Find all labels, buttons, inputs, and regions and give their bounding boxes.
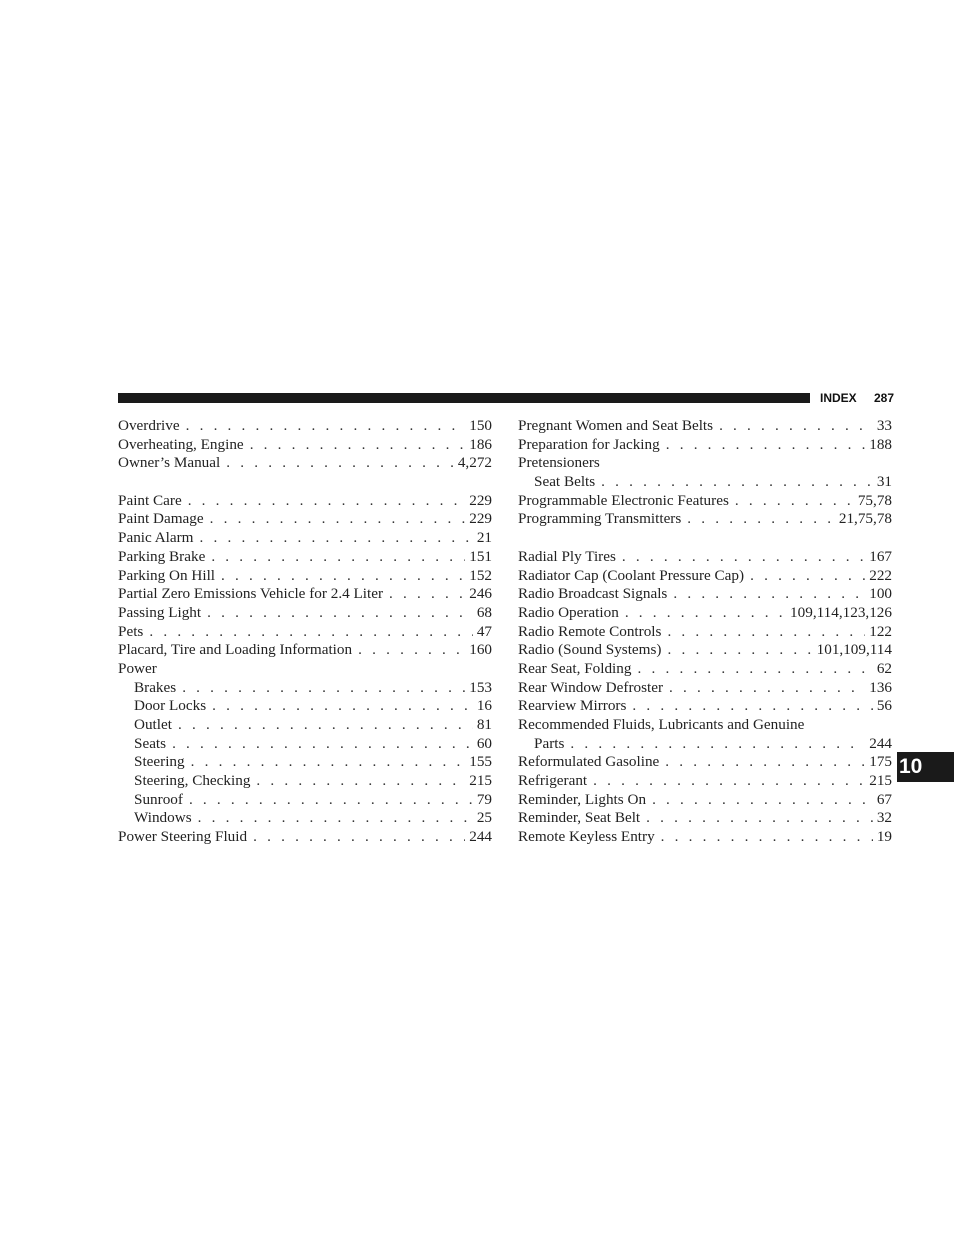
dot-leader [661,828,873,847]
entry-label: Reminder, Lights On [518,790,647,808]
chapter-tab: 10 [897,752,954,782]
entry-page-ref: 151 [469,547,492,565]
entry-page-ref: 81 [476,716,492,734]
index-entry [118,791,492,810]
entry-page-ref: 75,78 [857,491,892,509]
index-entry [118,473,492,510]
entry-label: Partial Zero Emissions Vehicle for 2.4 Liter [118,585,384,603]
entry-label: Outlet [134,716,172,734]
entry-label: Sunroof [134,790,183,808]
entry-page-ref: 25 [476,809,492,827]
page-number: 287 [873,391,894,405]
entry-page-ref: 136 [869,678,892,696]
entry-label: Rear Window Defroster [518,678,664,696]
dot-leader [200,529,473,548]
entry-label: Passing Light [118,603,202,621]
entry-page-ref: 188 [869,435,892,453]
entry-label: Power [118,659,157,677]
entry-label: Windows [134,809,192,827]
entry-label: Seat Belts [534,473,596,491]
entry-page-ref: 16 [476,697,492,715]
dot-leader [149,623,472,642]
entry-page-ref: 229 [469,510,492,528]
dot-leader [669,679,865,698]
entry-label: Radio Broadcast Signals [518,585,668,603]
index-entry [518,791,892,810]
dot-leader [253,828,465,847]
index-entry [118,753,492,772]
entry-label: Brakes [134,678,177,696]
entry-label: Pregnant Women and Seat Belts [518,417,714,434]
index-entry [518,567,892,586]
index-entry [518,772,892,791]
dot-leader [256,772,465,791]
dot-leader [189,791,473,810]
entry-label: Rear Seat, Folding [518,659,632,677]
entry-label: Panic Alarm [118,529,194,547]
entry-label: Parking Brake [118,547,206,565]
dot-leader [358,641,465,660]
index-entry [118,641,492,660]
index-entry [118,454,492,473]
entry-page-ref: 175 [869,753,892,771]
entry-page-ref: 215 [469,772,492,790]
entry-label: Owner’s Manual [118,454,221,472]
dot-leader [666,436,866,455]
index-entry [118,679,492,698]
entry-page-ref: 21 [476,529,492,547]
index-entry [518,436,892,455]
dot-leader [172,735,473,754]
index-entry [118,697,492,716]
entry-page-ref: 215 [869,772,892,790]
dot-leader [188,492,466,511]
entry-page-ref: 122 [869,622,892,640]
dot-leader [226,454,454,473]
index-entry [518,417,892,436]
entry-page-ref: 4,272 [457,454,492,472]
index-entry [118,510,492,529]
index-entry [118,660,492,679]
dot-leader [667,623,865,642]
entry-page-ref: 153 [469,678,492,696]
entry-page-ref: 222 [869,566,892,584]
dot-leader [625,604,786,623]
entry-page-ref: 229 [469,491,492,509]
entry-label: Recommended Fluids, Lubricants and Genuine [518,716,805,734]
entry-label: Refrigerant [518,772,588,790]
index-entry [118,585,492,604]
entry-label: Pets [118,622,144,640]
index-entry [118,716,492,735]
entry-page-ref: 79 [476,790,492,808]
section-title: INDEX [820,391,857,405]
entry-label: Steering, Checking [134,772,251,790]
entry-label: Door Locks [134,697,207,715]
index-entry [118,772,492,791]
entry-page-ref: 56 [876,697,892,715]
entry-label: Reformulated Gasoline [518,753,660,771]
entry-page-ref: 19 [876,828,892,846]
entry-page-ref: 152 [469,566,492,584]
entry-label: Pretensioners [518,454,600,472]
entry-label: Reminder, Seat Belt [518,809,641,827]
index-entry [518,735,892,754]
entry-label: Radiator Cap (Coolant Pressure Cap) [518,566,745,584]
index-entry [118,436,492,455]
dot-leader [719,417,873,436]
entry-label: Radio Remote Controls [518,622,662,640]
dot-leader [750,567,865,586]
entry-label: Radial Ply Tires [518,547,616,565]
entry-label: Steering [134,753,185,771]
dot-leader [601,473,873,492]
index-entry [518,585,892,604]
index-entry [118,809,492,828]
entry-page-ref: 62 [876,659,892,677]
dot-leader [665,753,865,772]
index-entry [518,697,892,716]
entry-label: Parts [534,734,565,752]
entry-label: Seats [134,734,167,752]
dot-leader [667,641,812,660]
running-header [820,390,894,406]
index-entry [518,753,892,772]
index-entry [518,809,892,828]
index-entry [518,529,892,566]
dot-leader [652,791,873,810]
entry-label: Power Steering Fluid [118,828,248,846]
index-entry [518,660,892,679]
entry-label: Remote Keyless Entry [518,828,655,846]
index-entry [518,492,892,511]
dot-leader [221,567,465,586]
dot-leader [186,417,466,436]
dot-leader [182,679,465,698]
entry-page-ref: 244 [469,828,492,846]
entry-label: Paint Care [118,491,182,509]
dot-leader [622,548,865,567]
entry-label: Overdrive [118,417,180,434]
index-entry [518,679,892,698]
entry-page-ref: 60 [476,734,492,752]
index-entry [118,417,492,436]
dot-leader [207,604,473,623]
entry-page-ref: 244 [869,734,892,752]
index-entry [118,623,492,642]
index-column-right [518,417,892,847]
dot-leader [191,753,466,772]
index-entry [518,454,892,473]
entry-page-ref: 33 [876,417,892,434]
index-entry [518,604,892,623]
entry-page-ref: 32 [876,809,892,827]
index-entry [118,548,492,567]
entry-page-ref: 155 [469,753,492,771]
entry-label: Preparation for Jacking [518,435,660,453]
index-entry [518,716,892,735]
entry-page-ref: 150 [469,417,492,434]
dot-leader [389,585,465,604]
dot-leader [646,809,873,828]
dot-leader [178,716,473,735]
index-entry [518,623,892,642]
dot-leader [210,510,466,529]
dot-leader [637,660,872,679]
index-entry [518,510,892,529]
entry-page-ref: 186 [469,435,492,453]
index-entry [118,529,492,548]
dot-leader [211,548,465,567]
dot-leader [570,735,865,754]
entry-label: Programming Transmitters [518,510,682,528]
entry-label: Radio (Sound Systems) [518,641,662,659]
entry-page-ref: 47 [476,622,492,640]
index-entry [118,735,492,754]
dot-leader [212,697,473,716]
dot-leader [632,697,872,716]
dot-leader [673,585,865,604]
dot-leader [250,436,466,455]
index-column-left [118,417,492,847]
entry-page-ref: 101,109,114 [816,641,892,659]
entry-label: Rearview Mirrors [518,697,627,715]
entry-label: Placard, Tire and Loading Information [118,641,353,659]
entry-page-ref: 68 [476,603,492,621]
index-entry [118,567,492,586]
index-entry [118,604,492,623]
entry-page-ref: 160 [469,641,492,659]
entry-page-ref: 109,114,123,126 [790,603,892,621]
dot-leader [687,510,835,529]
index-entry [518,473,892,492]
dot-leader [593,772,865,791]
entry-page-ref: 67 [876,790,892,808]
dot-leader [735,492,854,511]
index-entry [518,641,892,660]
entry-page-ref: 167 [869,547,892,565]
index-entry [118,828,492,847]
entry-page-ref: 31 [876,473,892,491]
header-rule [118,393,810,403]
dot-leader [198,809,473,828]
entry-page-ref: 100 [869,585,892,603]
entry-label: Programmable Electronic Features [518,491,729,509]
entry-page-ref: 21,75,78 [838,510,892,528]
index-entry [518,828,892,847]
entry-label: Paint Damage [118,510,204,528]
entry-label: Radio Operation [518,603,619,621]
entry-label: Overheating, Engine [118,435,244,453]
entry-page-ref: 246 [469,585,492,603]
entry-label: Parking On Hill [118,566,216,584]
